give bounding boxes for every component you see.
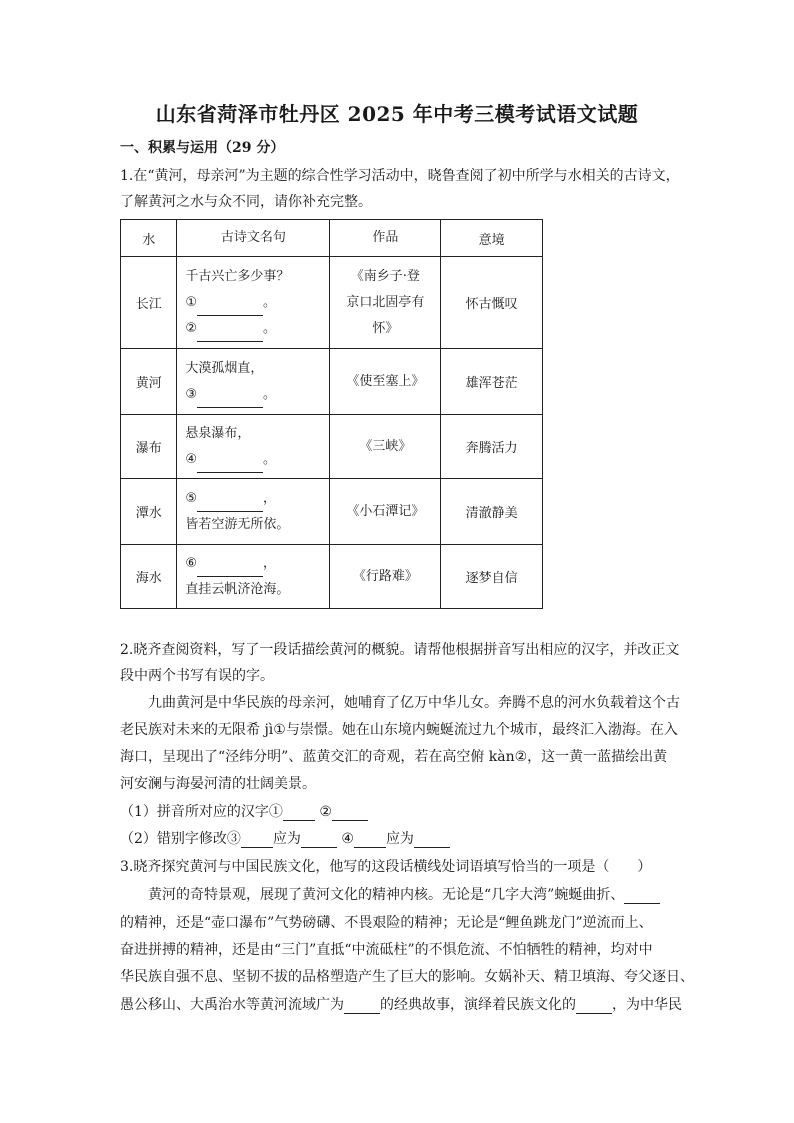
table-row [121,479,543,545]
table-row [121,349,543,415]
poem-blank-line [185,316,329,342]
poem-blank-line [185,551,329,577]
header-water: 水 [121,220,177,257]
answer-blank[interactable] [301,833,337,848]
blank-number: ① [185,294,198,310]
punctuation: ， [263,555,277,571]
answer-blank[interactable] [354,833,386,848]
blank-number: ③ [185,386,198,402]
poem-blank-line [185,486,329,512]
punctuation: 。 [263,451,277,467]
cell-poem-line [177,415,330,479]
cell-work: 《三峡》 [330,415,441,479]
poem-line: 悬泉瀑布， [185,425,251,441]
work-line: 京口北固亭有 [346,294,425,310]
connector-text: 应为 [385,831,414,847]
answer-blank[interactable] [241,833,273,848]
cell-mood: 奔腾活力 [441,415,543,479]
cell-water: 长江 [121,257,177,349]
cell-work: 《小石潭记》 [330,479,441,545]
blank-number: ⑤ [185,490,198,506]
q3-paragraph-line1 [148,886,708,904]
cell-water: 瀑布 [121,415,177,479]
blank-number: ⑥ [185,555,198,571]
answer-blank[interactable] [332,806,368,821]
blank-number: ② [185,320,198,336]
blank-number: ④ [341,831,354,847]
answer-blank[interactable] [197,301,263,316]
cell-water: 黄河 [121,349,177,415]
cell-water: 海水 [121,545,177,609]
table-row [121,257,543,349]
section-heading: 一、积累与运用（29 分） [120,140,285,156]
q3-prompt: 3.晓齐探究黄河与中国民族文化，他写的这段话横线处词语填写恰当的一项是（ ） [120,859,652,875]
answer-blank[interactable] [197,327,263,342]
connector-text: 应为 [272,831,301,847]
cell-poem-line [177,257,330,349]
punctuation: 。 [263,320,277,336]
punctuation: 。 [263,294,277,310]
answer-blank[interactable] [197,393,263,408]
q2-subquestion-2 [120,830,680,848]
q3-paragraph-line2: 的精神，还是“壶口瀑布”气势磅礴、不畏艰险的精神；无论是“鲤鱼跳龙门”逆流而上、 [120,915,653,931]
q1-prompt-line2: 了解黄河之水与众不同，请你补充完整。 [120,194,372,210]
q2-paragraph-line3: 海口，呈现出了“泾纬分明”、蓝黄交汇的奇观，若在高空俯 kàn②，这一黄一蓝描绘出黄 [120,749,668,765]
cell-mood: 清澈静美 [441,479,543,545]
answer-blank[interactable] [197,458,263,473]
blank-number: ④ [185,451,198,467]
cell-mood: 怀古慨叹 [441,257,543,349]
blank-number: ② [319,804,332,820]
q2-subquestion-1 [120,803,680,821]
q3-paragraph-line4: 华民族自强不息、坚韧不拔的品格塑造产生了巨大的影响。女娲补天、精卫填海、夸父逐日、 [120,969,694,985]
cell-poem-line [177,349,330,415]
poem-line: 皆若空游无所依。 [185,516,290,532]
poem-table [120,219,543,609]
q2-prompt-line2: 段中两个书写有误的字。 [120,668,274,684]
header-mood: 意境 [441,220,543,257]
punctuation: ， [263,490,277,506]
poem-line: 千古兴亡多少事？ [185,268,290,284]
subquestion-label: （1）拼音所对应的汉字① [120,804,283,820]
paragraph-text: 的经典故事，演绎着民族文化的 [380,997,576,1013]
paragraph-text: ，为中华民 [612,997,682,1013]
answer-blank[interactable] [283,806,315,821]
cell-mood: 雄浑苍茫 [441,349,543,415]
cell-poem-line [177,479,330,545]
q2-paragraph-line2: 老民族对未来的无限希 jì①与崇憬。她在山东境内蜿蜒流过九个城市，最终汇入渤海。在入 [120,722,678,738]
table-header-row [121,220,543,257]
header-work: 作品 [330,220,441,257]
cell-work: 《行路难》 [330,545,441,609]
header-poem-line: 古诗文名句 [177,220,330,257]
work-line: 《南乡子·登 [350,268,420,284]
table-row [121,545,543,609]
q3-paragraph-line5 [120,996,680,1014]
cell-water: 潭水 [121,479,177,545]
answer-blank[interactable] [624,889,660,904]
cell-poem-line [177,545,330,609]
poem-blank-line [185,382,329,408]
q2-paragraph-line1: 九曲黄河是中华民族的母亲河，她哺育了亿万中华儿女。奔腾不息的河水负载着这个古 [148,695,680,711]
q1-prompt-line1: 1.在“黄河，母亲河”为主题的综合性学习活动中，晓鲁查阅了初中所学与水相关的古诗文， [120,168,680,184]
cell-work: 《使至塞上》 [330,349,441,415]
punctuation: 。 [263,386,277,402]
paragraph-text: 黄河的奇特景观，展现了黄河文化的精神内核。无论是“几字大湾”蜿蜒曲折、 [148,887,625,903]
cell-mood: 逐梦自信 [441,545,543,609]
q2-prompt-line1: 2.晓齐查阅资料，写了一段话描绘黄河的概貌。请帮他根据拼音写出相应的汉字，并改正文 [120,642,680,658]
table-row [121,415,543,479]
q2-paragraph-line4: 河安澜与海晏河清的壮阔美景。 [120,776,316,792]
poem-blank-line [185,447,329,473]
answer-blank[interactable] [197,562,263,577]
answer-blank[interactable] [576,999,612,1014]
answer-blank[interactable] [344,999,380,1014]
exam-title: 山东省菏泽市牡丹区 2025 年中考三模考试语文试题 [155,102,639,126]
poem-line: 大漠孤烟直， [185,360,264,376]
answer-blank[interactable] [414,833,450,848]
paragraph-text: 愚公移山、大禹治水等黄河流域广为 [120,997,344,1013]
answer-blank[interactable] [197,497,263,512]
poem-blank-line [185,290,329,316]
subquestion-label: （2）错别字修改③ [120,831,241,847]
work-line: 怀》 [372,320,399,336]
poem-line: 直挂云帆济沧海。 [185,581,290,597]
q3-paragraph-line3: 奋进拼搏的精神，还是由“三门”直抵“中流砥柱”的不惧危流、不怕牺牲的精神，均对中 [120,942,653,958]
cell-work [330,257,441,349]
